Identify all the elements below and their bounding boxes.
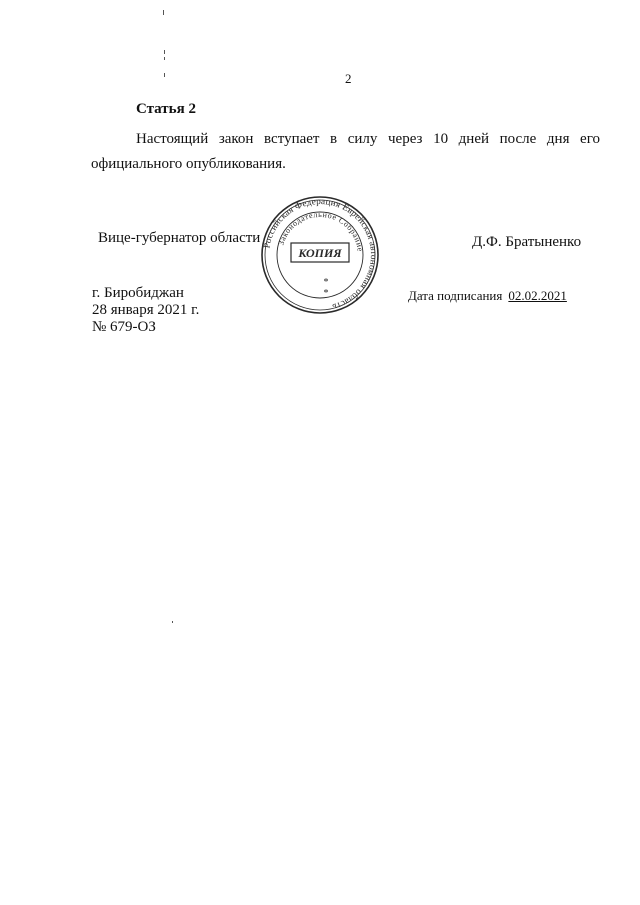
stamp-inner-text: Законодательное Собрание bbox=[276, 209, 365, 253]
city: г. Биробиджан bbox=[92, 285, 184, 301]
law-number: № 679-ОЗ bbox=[92, 319, 156, 335]
signing-date-value: 02.02.2021 bbox=[508, 288, 567, 303]
stamp-center-label: КОПИЯ bbox=[298, 246, 342, 260]
signing-date bbox=[408, 288, 567, 304]
signer-title: Вице-губернатор области bbox=[98, 230, 261, 246]
article-title: Статья 2 bbox=[136, 101, 196, 117]
scan-speck bbox=[163, 10, 164, 15]
scan-speck bbox=[172, 621, 173, 623]
official-stamp bbox=[260, 195, 380, 315]
scan-speck bbox=[164, 50, 165, 54]
signing-date-label: Дата подписания bbox=[408, 288, 503, 303]
article-text-line-1: Настоящий закон вступает в силу через 10 дней после дня его bbox=[136, 131, 600, 147]
law-date: 28 января 2021 г. bbox=[92, 302, 200, 318]
stamp-star: * bbox=[323, 277, 329, 288]
article-text-line-2: официального опубликования. bbox=[91, 156, 286, 172]
stamp-outer-text: Российская Федерация Еврейская автономная область bbox=[261, 195, 380, 313]
signer-name: Д.Ф. Братыненко bbox=[472, 234, 582, 250]
scan-speck bbox=[164, 73, 165, 77]
stamp-star: * bbox=[323, 288, 329, 299]
page-number: 2 bbox=[345, 71, 352, 86]
scan-speck bbox=[164, 57, 165, 60]
